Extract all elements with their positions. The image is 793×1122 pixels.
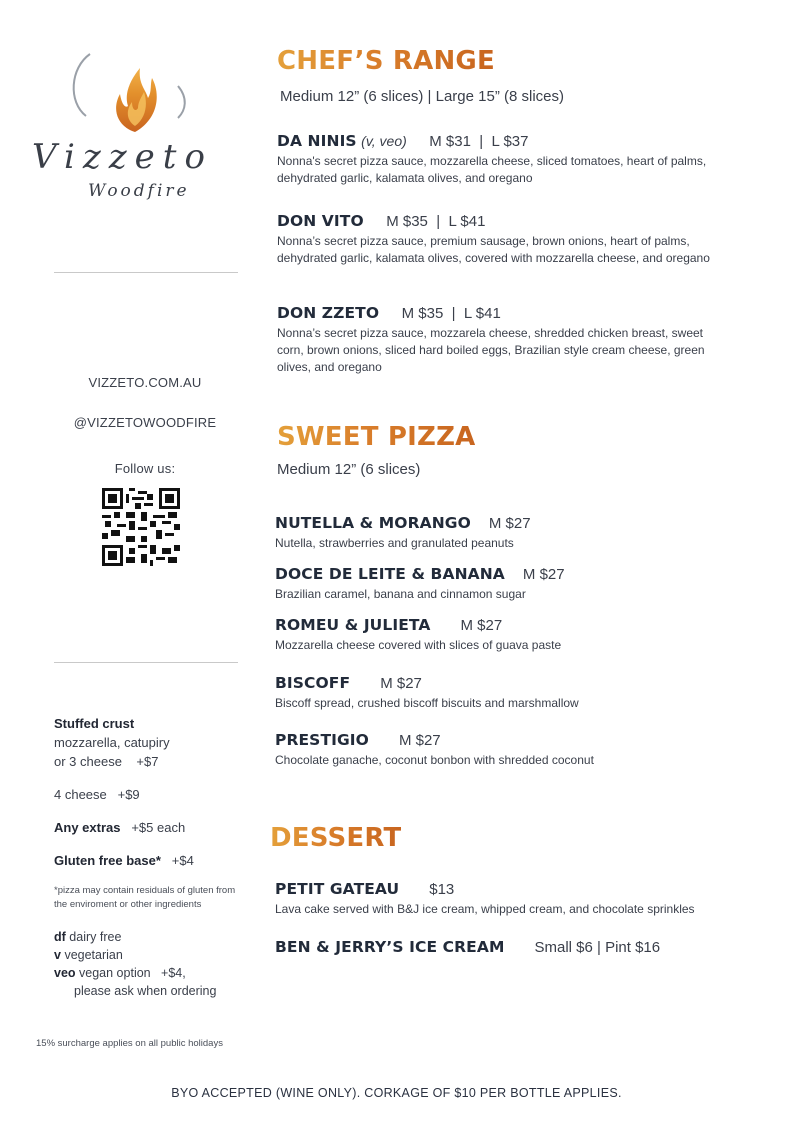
item-description: Biscoff spread, crushed biscoff biscuits and marshmallow bbox=[275, 696, 579, 710]
menu-item-ben-jerrys bbox=[275, 938, 720, 957]
item-tag: (v, veo) bbox=[361, 133, 407, 149]
follow-label: Follow us: bbox=[114, 461, 176, 476]
menu-item-don-vito bbox=[277, 212, 722, 267]
item-price: M $27 bbox=[460, 617, 503, 634]
item-description: Nonna’s secret pizza sauce, mozzarela cheese, shredded chicken breast, sweet corn, brown onions, sliced hard boiled eggs, Brazilian style cream cheese, green olives, and oregano bbox=[277, 326, 705, 374]
item-name: DON ZZETO bbox=[277, 304, 380, 322]
legend-text: vegan option +$4, bbox=[79, 966, 186, 980]
qr-code-icon[interactable] bbox=[102, 488, 180, 566]
item-price: M $27 bbox=[398, 732, 441, 749]
item-name: ROMEU & JULIETA bbox=[275, 616, 431, 634]
legend-vegetarian bbox=[54, 946, 244, 964]
item-name: DOCE DE LEITE & BANANA bbox=[275, 565, 505, 583]
legend-vegan-option bbox=[54, 964, 244, 982]
menu-item-don-zzeto bbox=[277, 304, 722, 376]
item-description: Chocolate ganache, coconut bonbon with shredded coconut bbox=[275, 753, 594, 767]
item-name: DA NINIS bbox=[277, 132, 357, 150]
website-link[interactable]: VIZZETO.COM.AU bbox=[88, 375, 202, 390]
legend-key: df bbox=[54, 930, 66, 944]
item-price: M $27 bbox=[522, 566, 565, 583]
menu-item-doce-de-leite-banana bbox=[275, 565, 720, 603]
stuffed-crust-line1: mozzarella, catupiry bbox=[54, 735, 170, 750]
stuffed-crust-block bbox=[54, 714, 244, 771]
four-cheese-price: +$9 bbox=[117, 787, 140, 802]
sweet-pizza-sizes: Medium 12” (6 slices) bbox=[277, 461, 421, 478]
legend-vegan-note: please ask when ordering bbox=[74, 984, 217, 998]
item-price: M $27 bbox=[380, 675, 422, 692]
menu-item-da-ninis bbox=[277, 132, 722, 187]
stuffed-crust-price: +$7 bbox=[136, 754, 159, 769]
any-extras-label: Any extras bbox=[54, 820, 121, 835]
item-price: M $35 | L $41 bbox=[401, 305, 501, 322]
dessert-title: DESSERT bbox=[270, 823, 402, 853]
item-name: PRESTIGIO bbox=[275, 731, 369, 749]
item-price: Small $6 | Pint $16 bbox=[534, 939, 661, 956]
item-price: M $35 | L $41 bbox=[386, 213, 486, 230]
chefs-range-sizes: Medium 12” (6 slices) | Large 15” (8 slices) bbox=[280, 88, 564, 105]
flame-logo-icon bbox=[28, 46, 243, 216]
menu-item-prestigio bbox=[275, 731, 720, 769]
stuffed-crust-line2: or 3 cheese bbox=[54, 754, 122, 769]
gluten-free-label: Gluten free base* bbox=[54, 853, 161, 868]
item-description: Mozzarella cheese covered with slices of guava paste bbox=[275, 638, 562, 652]
item-description: Lava cake served with B&J ice cream, whipped cream, and chocolate sprinkles bbox=[275, 902, 695, 916]
item-price: M $27 bbox=[488, 515, 531, 532]
sidebar-divider-bottom bbox=[54, 662, 238, 663]
legend-dairy-free bbox=[54, 928, 244, 946]
sweet-pizza-title: SWEET PIZZA bbox=[277, 422, 476, 452]
legend-key: v bbox=[54, 948, 61, 962]
item-description: Nonna's secret pizza sauce, mozzarella cheese, sliced tomatoes, heart of palms, dehydrated garlic, kalamata olives, and oregano bbox=[277, 154, 707, 185]
surcharge-note: 15% surcharge applies on all public holidays bbox=[36, 1038, 223, 1049]
four-cheese-label: 4 cheese bbox=[54, 787, 107, 802]
menu-item-romeu-julieta bbox=[275, 616, 720, 654]
logo-subtitle: Woodfire bbox=[88, 181, 190, 201]
item-name: PETIT GATEAU bbox=[275, 880, 400, 898]
item-price: M $31 | L $37 bbox=[429, 133, 529, 150]
menu-item-petit-gateau bbox=[275, 880, 720, 918]
menu-item-nutella-morango bbox=[275, 514, 720, 552]
item-price: $13 bbox=[429, 881, 455, 898]
legend-key: veo bbox=[54, 966, 76, 980]
item-name: BISCOFF bbox=[275, 674, 351, 692]
byo-footer: BYO ACCEPTED (WINE ONLY). CORKAGE OF $10 PER BOTTLE APPLIES. bbox=[171, 1086, 622, 1100]
legend-text: dairy free bbox=[69, 930, 122, 944]
vizzeto-logo bbox=[28, 46, 243, 216]
logo-wordmark: Vizzeto bbox=[32, 137, 213, 177]
item-description: Brazilian caramel, banana and cinnamon sugar bbox=[275, 587, 526, 601]
item-name: BEN & JERRY’S ICE CREAM bbox=[275, 938, 505, 956]
social-handle[interactable]: @VIZZETOWOODFIRE bbox=[73, 415, 217, 430]
extras-panel bbox=[54, 714, 244, 1000]
item-description: Nonna’s secret pizza sauce, premium sausage, brown onions, heart of palms, dehydrated garlic, kalamata olives, covered with mozzarella cheese, and oregano bbox=[277, 234, 710, 265]
chefs-range-title: CHEF’S RANGE bbox=[277, 46, 495, 76]
item-name: NUTELLA & MORANGO bbox=[275, 514, 471, 532]
item-name: DON VITO bbox=[277, 212, 364, 230]
legend-text: vegetarian bbox=[64, 948, 123, 962]
item-description: Nutella, strawberries and granulated peanuts bbox=[275, 536, 514, 550]
gluten-note: *pizza may contain residuals of gluten from the enviroment or other ingredients bbox=[54, 885, 236, 910]
four-cheese-row bbox=[54, 785, 244, 804]
menu-item-biscoff bbox=[275, 674, 720, 712]
gluten-free-row bbox=[54, 851, 244, 870]
any-extras-row bbox=[54, 818, 244, 837]
stuffed-crust-title: Stuffed crust bbox=[54, 716, 135, 731]
sidebar-divider-top bbox=[54, 272, 238, 273]
any-extras-price: +$5 each bbox=[131, 820, 186, 835]
gluten-free-price: +$4 bbox=[171, 853, 194, 868]
